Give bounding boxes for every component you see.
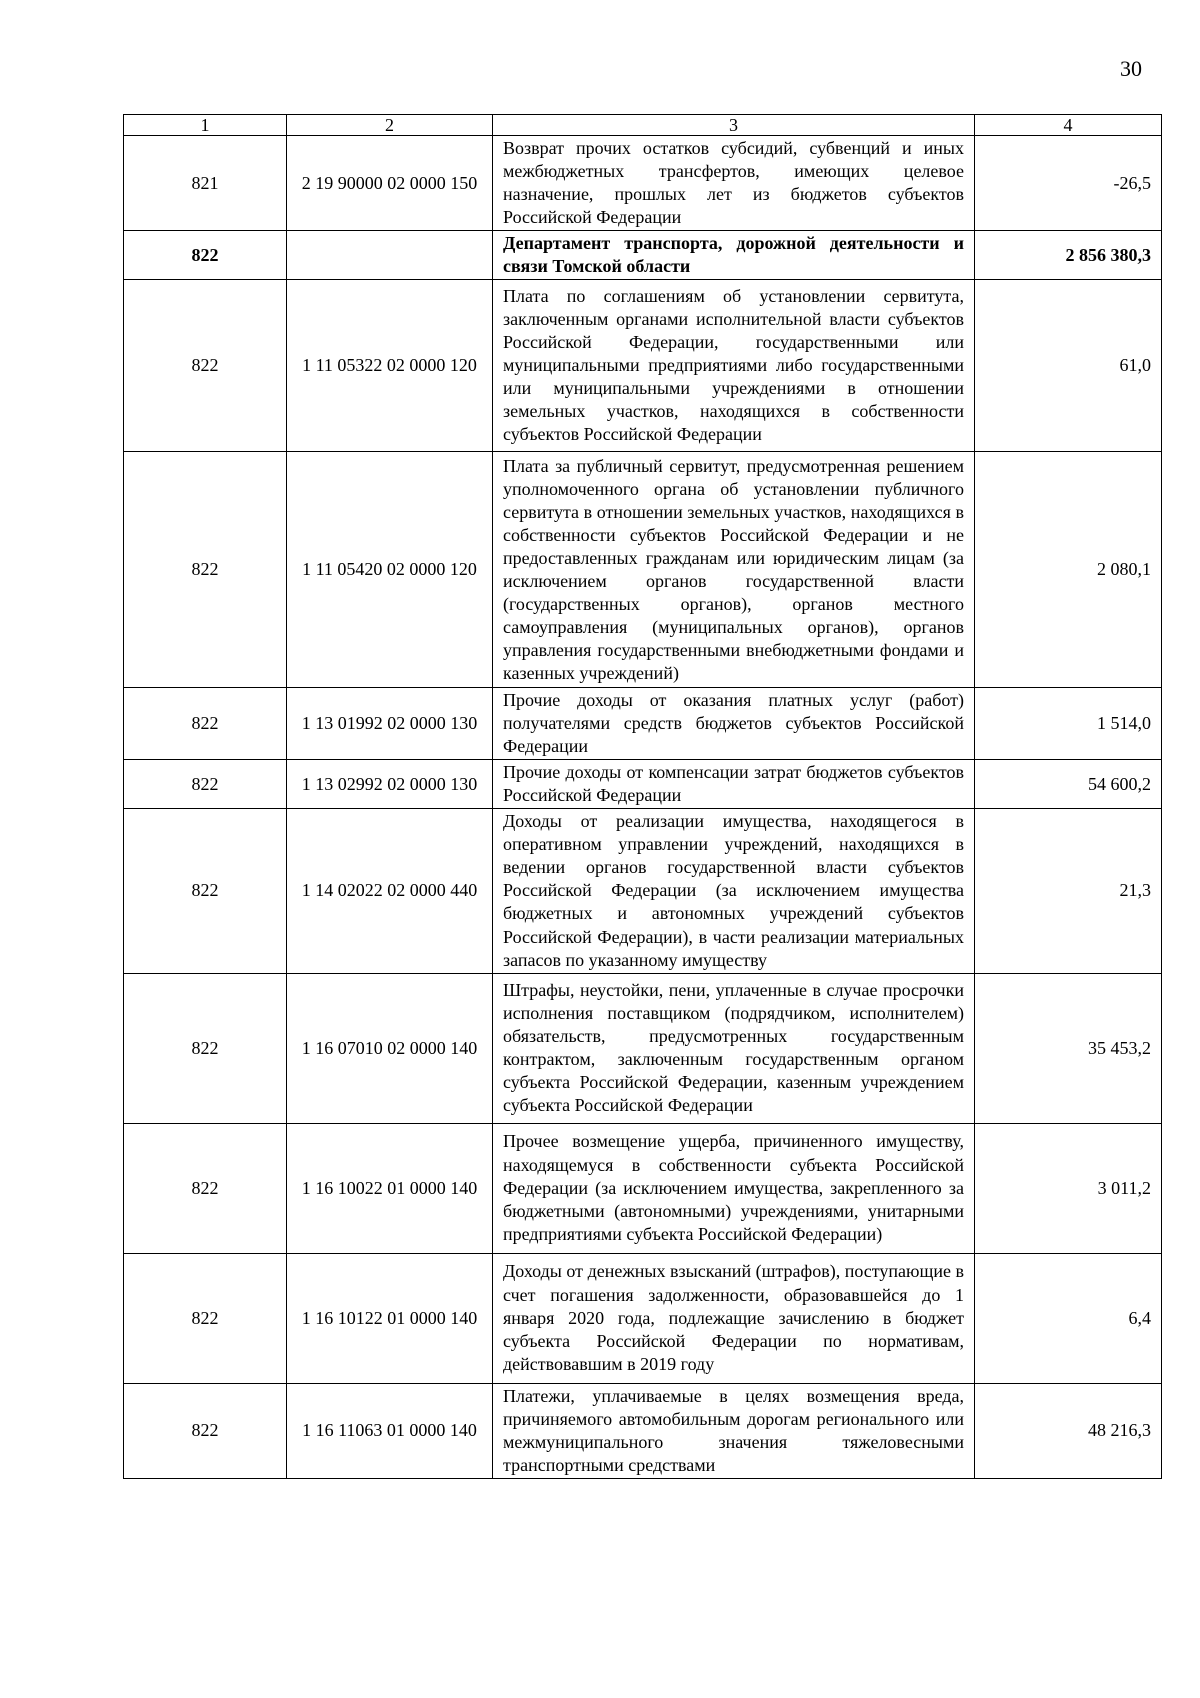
admin-code-cell: 822 — [124, 1253, 287, 1383]
table-row — [124, 452, 1162, 688]
amount-cell: 35 453,2 — [975, 973, 1162, 1123]
revenue-name-cell: Штрафы, неустойки, пени, уплаченные в случае просрочки исполнения поставщиком (подрядчиком, исполнителем) обязательств, предусмотренных государственным контрактом, заключенным государственным органом субъекта Российской Федерации, казенным учреждением субъекта Российской Федерации — [493, 973, 975, 1123]
revenue-name-cell: Департамент транспорта, дорожной деятельности и связи Томской области — [493, 231, 975, 280]
table-row — [124, 688, 1162, 760]
revenue-code-cell: 1 11 05322 02 0000 120 — [287, 280, 493, 452]
page-number: 30 — [1120, 56, 1142, 81]
column-header-1: 1 — [124, 115, 287, 136]
column-header-4: 4 — [975, 115, 1162, 136]
revenue-code-cell: 1 16 11063 01 0000 140 — [287, 1383, 493, 1478]
table-body — [124, 115, 1162, 1479]
amount-cell: 2 080,1 — [975, 452, 1162, 688]
table-row — [124, 809, 1162, 973]
admin-code-cell: 822 — [124, 1383, 287, 1478]
admin-code-cell: 821 — [124, 136, 287, 231]
revenue-name-cell: Прочие доходы от оказания платных услуг (работ) получателями средств бюджетов субъектов Российской Федерации — [493, 688, 975, 760]
admin-code-cell: 822 — [124, 452, 287, 688]
revenue-name-cell: Доходы от реализации имущества, находящегося в оперативном управлении учреждений, находящихся в ведении органов государственной власти субъектов Российской Федерации (за исключением имущества бюджетных и автономных учреждений субъектов Российской Федерации), в части реализации материальных запасов по указанному имуществу — [493, 809, 975, 973]
column-header-2: 2 — [287, 115, 493, 136]
revenue-name-cell: Прочие доходы от компенсации затрат бюджетов субъектов Российской Федерации — [493, 760, 975, 809]
amount-cell: 3 011,2 — [975, 1123, 1162, 1253]
table-row — [124, 1253, 1162, 1383]
admin-code-cell: 822 — [124, 280, 287, 452]
revenue-name-cell: Прочее возмещение ущерба, причиненного имуществу, находящемуся в собственности субъекта Российской Федерации (за исключением имущества, закрепленного за бюджетными (автономными) учреждениями, унитарными предприятиями субъекта Российской Федерации) — [493, 1123, 975, 1253]
revenue-name-cell: Доходы от денежных взысканий (штрафов), поступающие в счет погашения задолженности, образовавшейся до 1 января 2020 года, подлежащие зачислению в бюджет субъекта Российской Федерации по нормативам, действовавшим в 2019 году — [493, 1253, 975, 1383]
amount-cell: 6,4 — [975, 1253, 1162, 1383]
revenue-name-cell: Возврат прочих остатков субсидий, субвенций и иных межбюджетных трансфертов, имеющих целевое назначение, прошлых лет из бюджетов субъектов Российской Федерации — [493, 136, 975, 231]
amount-cell: 21,3 — [975, 809, 1162, 973]
header-row — [124, 115, 1162, 136]
amount-cell: 1 514,0 — [975, 688, 1162, 760]
amount-cell: 61,0 — [975, 280, 1162, 452]
revenue-code-cell: 1 11 05420 02 0000 120 — [287, 452, 493, 688]
revenue-name-cell: Плата за публичный сервитут, предусмотренная решением уполномоченного органа об установлении публичного сервитута в отношении земельных участков, находящихся в собственности субъектов Российской Федерации и не предоставленных гражданам или юридическим лицам (за исключением органов государственной власти (государственных органов), органов местного самоуправления (муниципальных органов), органов управления государственными внебюджетными фондами и казенных учреждений) — [493, 452, 975, 688]
revenue-code-cell: 1 14 02022 02 0000 440 — [287, 809, 493, 973]
table-row — [124, 760, 1162, 809]
admin-code-cell: 822 — [124, 1123, 287, 1253]
amount-cell: 54 600,2 — [975, 760, 1162, 809]
admin-code-cell: 822 — [124, 809, 287, 973]
revenue-code-cell: 1 16 10122 01 0000 140 — [287, 1253, 493, 1383]
revenue-code-cell: 1 16 10022 01 0000 140 — [287, 1123, 493, 1253]
admin-code-cell: 822 — [124, 760, 287, 809]
admin-code-cell: 822 — [124, 973, 287, 1123]
table-row — [124, 1123, 1162, 1253]
revenue-name-cell: Плата по соглашениям об установлении сервитута, заключенным органами исполнительной власти субъектов Российской Федерации, государственными или муниципальными предприятиями либо государственными или муниципальными учреждениями в отношении земельных участков, находящихся в собственности субъектов Российской Федерации — [493, 280, 975, 452]
revenue-code-cell: 1 13 01992 02 0000 130 — [287, 688, 493, 760]
amount-cell: -26,5 — [975, 136, 1162, 231]
column-header-3: 3 — [493, 115, 975, 136]
revenue-code-cell — [287, 231, 493, 280]
revenue-table — [123, 114, 1162, 1479]
revenue-code-cell: 2 19 90000 02 0000 150 — [287, 136, 493, 231]
table-row — [124, 136, 1162, 231]
admin-code-cell: 822 — [124, 688, 287, 760]
revenue-code-cell: 1 16 07010 02 0000 140 — [287, 973, 493, 1123]
amount-cell: 48 216,3 — [975, 1383, 1162, 1478]
table-row — [124, 973, 1162, 1123]
table-row — [124, 280, 1162, 452]
revenue-code-cell: 1 13 02992 02 0000 130 — [287, 760, 493, 809]
revenue-name-cell: Платежи, уплачиваемые в целях возмещения вреда, причиняемого автомобильным дорогам регионального или межмуниципального значения тяжеловесными транспортными средствами — [493, 1383, 975, 1478]
admin-code-cell: 822 — [124, 231, 287, 280]
table-row — [124, 231, 1162, 280]
table-row — [124, 1383, 1162, 1478]
amount-cell: 2 856 380,3 — [975, 231, 1162, 280]
